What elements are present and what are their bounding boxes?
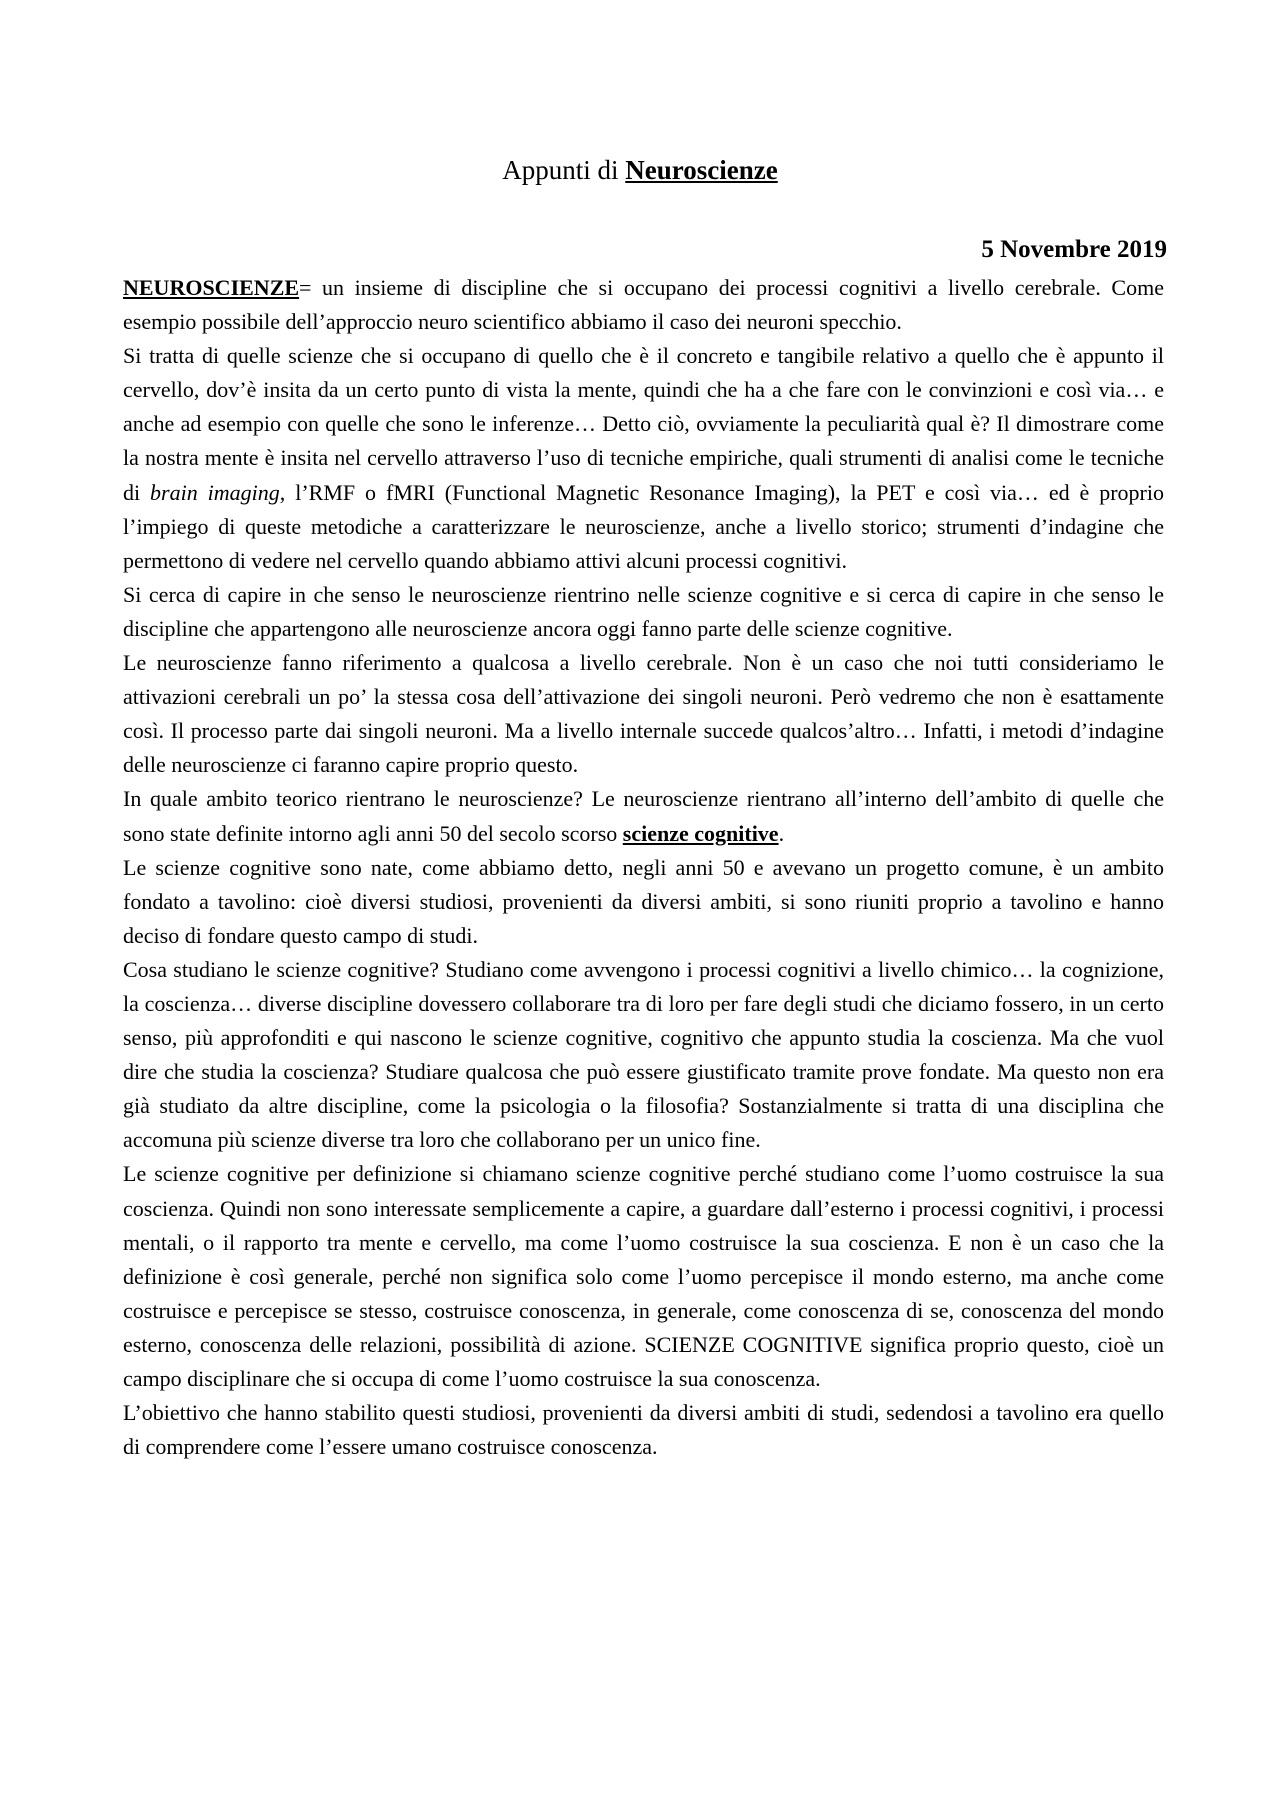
paragraph-2 <box>123 339 1164 578</box>
paragraph-3: Si cerca di capire in che senso le neuroscienze rientrino nelle scienze cognitive e si cerca di capire in che senso le discipline che appartengono alle neuroscienze ancora oggi fanno parte delle scienze cognitive. <box>123 581 1164 641</box>
paragraph-1 <box>123 271 1164 339</box>
paragraph-5-text: In quale ambito teorico rientrano le neuroscienze? Le neuroscienze rientrano all’interno dell’ambito di quelle che sono state definite intorno agli anni 50 del secolo scorso <box>123 786 1164 846</box>
paragraph-2-text-b: , l’RMF o fMRI (Functional Magnetic Resonance Imaging), la PET e così via… ed è proprio l’impiego di queste metodiche a caratterizzare le neuroscienze, anche a livello storico; strumenti d’indagine che permettono di vedere nel cervello quando abbiamo attivi alcuni processi cognitivi. <box>123 479 1164 573</box>
term-neuroscienze: NEUROSCIENZE <box>123 275 300 300</box>
title-subject: Neuroscienze <box>625 155 778 185</box>
document-title <box>0 150 1280 190</box>
paragraph-8: Le scienze cognitive per definizione si chiamano scienze cognitive perché studiano come l’uomo costruisce la sua coscienza. Quindi non sono interessate semplicemente a capire, a guardare dall’esterno i processi cognitivi, i processi mentali, o il rapporto tra mente e cervello, ma come l’uomo costruisce la sua coscienza. E non è un caso che la definizione è così generale, perché non significa solo come l’uomo percepisce il mondo esterno, ma anche come costruisce e percepisce se stesso, costruisce conoscenza, in generale, come conoscenza di se, conoscenza del mondo esterno, conoscenza delle relazioni, possibilità di azione. SCIENZE COGNITIVE significa proprio questo, cioè un campo disciplinare che si occupa di come l’uomo costruisce la sua conoscenza. <box>123 1161 1164 1391</box>
document-date: 5 Novembre 2019 <box>981 236 1167 263</box>
title-prefix: Appunti di <box>502 155 626 185</box>
term-brain-imaging: brain imaging <box>150 479 280 505</box>
paragraph-9: L’obiettivo che hanno stabilito questi studiosi, provenienti da diversi ambiti di studi, sedendosi a tavolino era quello di comprendere come l’essere umano costruisce conoscenza. <box>123 1400 1164 1460</box>
paragraph-1-text: = un insieme di discipline che si occupano dei processi cognitivi a livello cerebrale. Come esempio possibile dell’approccio neuro scientifico abbiamo il caso dei neuroni specchio. <box>123 275 1164 335</box>
term-scienze-cognitive: scienze cognitive <box>622 820 779 846</box>
document-body <box>123 271 1164 1464</box>
paragraph-2-text-a: Si tratta di quelle scienze che si occupano di quello che è il concreto e tangibile relativo a quello che è appunto il cervello, dov’è insita da un certo punto di vista la mente, quindi che ha a che fare con le convinzioni e così via… e anche ad esempio con quelle che sono le inferenze… Detto ciò, ovviamente la peculiarità qual è? Il dimostrare come la nostra mente è insita nel cervello attraverso l’uso di tecniche empiriche, quali strumenti di analisi come le tecniche di <box>123 343 1164 505</box>
paragraph-4: Le neuroscienze fanno riferimento a qualcosa a livello cerebrale. Non è un caso che noi tutti consideriamo le attivazioni cerebrali un po’ la stessa cosa dell’attivazione dei singoli neuroni. Però vedremo che non è esattamente così. Il processo parte dai singoli neuroni. Ma a livello internale succede qualcos’altro… Infatti, i metodi d’indagine delle neuroscienze ci faranno capire proprio questo. <box>123 650 1164 778</box>
paragraph-7: Cosa studiano le scienze cognitive? Studiano come avvengono i processi cognitivi a livello chimico… la cognizione, la coscienza… diverse discipline dovessero collaborare tra di loro per fare degli studi che diciamo fossero, in un certo senso, più approfonditi e qui nascono le scienze cognitive, cognitivo che appunto studia la coscienza. Ma che vuol dire che studia la coscienza? Studiare qualcosa che può essere giustificato tramite prove fondate. Ma questo non era già studiato da altre discipline, come la psicologia o la filosofia? Sostanzialmente si tratta di una disciplina che accomuna più scienze diverse tra loro che collaborano per un unico fine. <box>123 956 1164 1153</box>
paragraph-5-end: . <box>778 820 785 846</box>
paragraph-5 <box>123 782 1164 850</box>
paragraph-6: Le scienze cognitive sono nate, come abbiamo detto, negli anni 50 e avevano un progetto comune, è un ambito fondato a tavolino: cioè diversi studiosi, provenienti da diversi ambiti, si sono riuniti proprio a tavolino e hanno deciso di fondare questo campo di studi. <box>123 854 1164 948</box>
